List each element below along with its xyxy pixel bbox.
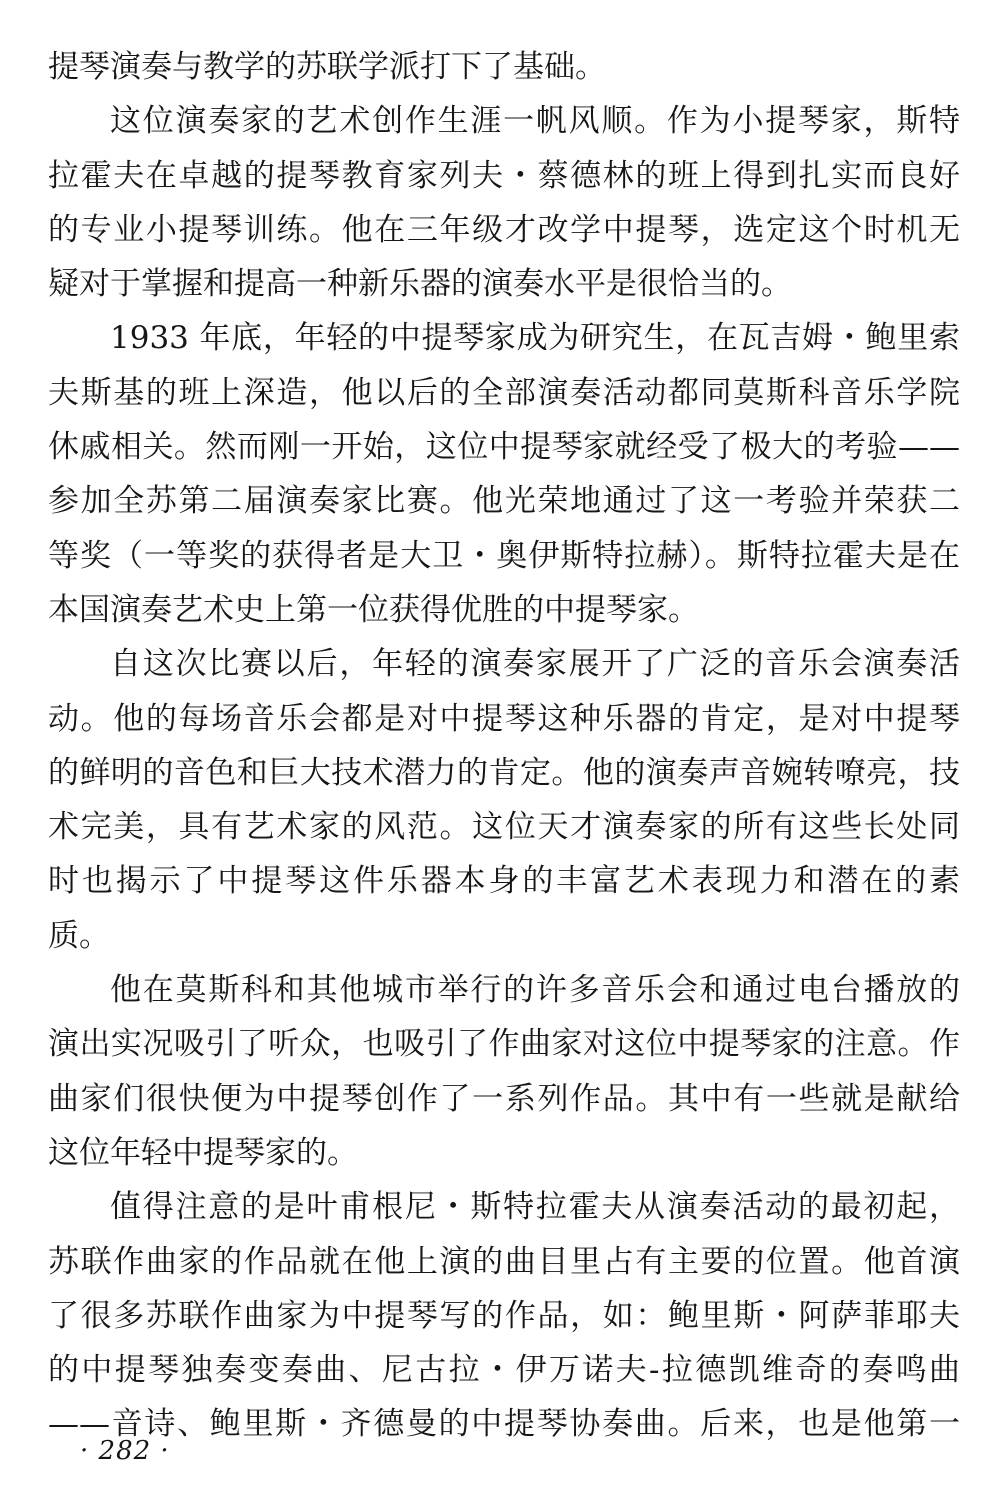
- text-line: 这位年轻中提琴家的。: [48, 1134, 358, 1171]
- text-line: 本国演奏艺术史上第一位获得优胜的中提琴家。: [48, 591, 699, 628]
- text-line: 等奖（一等奖的获得者是大卫・奥伊斯特拉赫）。斯特拉霍夫是在: [48, 537, 960, 574]
- text-line: 苏联作曲家的作品就在他上演的曲目里占有主要的位置。他首演: [48, 1243, 960, 1280]
- text-line: 拉霍夫在卓越的提琴教育家列夫・蔡德林的班上得到扎实而良好: [48, 157, 960, 194]
- text-line: 动。他的每场音乐会都是对中提琴这种乐器的肯定，是对中提琴: [48, 700, 960, 737]
- text-line: 疑对于掌握和提高一种新乐器的演奏水平是很恰当的。: [48, 266, 792, 303]
- page-number: · 282 ·: [80, 1436, 170, 1466]
- text-line: 了很多苏联作曲家为中提琴写的作品，如：鲍里斯・阿萨菲耶夫: [48, 1297, 960, 1334]
- text-line: 自这次比赛以后，年轻的演奏家展开了广泛的音乐会演奏活: [110, 646, 960, 683]
- text-line: 曲家们很快便为中提琴创作了一系列作品。其中有一些就是献给: [48, 1080, 960, 1117]
- text-line: 质。: [48, 917, 110, 954]
- text-line: 提琴演奏与教学的苏联学派打下了基础。: [48, 49, 606, 85]
- text-line: 的鲜明的音色和巨大技术潜力的肯定。他的演奏声音婉转嘹亮，技: [48, 754, 960, 791]
- text-line: 1933 年底，年轻的中提琴家成为研究生，在瓦吉姆・鲍里索: [110, 320, 960, 357]
- text-line: 的中提琴独奏变奏曲、尼古拉・伊万诺夫-拉德凯维奇的奏鸣曲: [48, 1352, 960, 1389]
- text-line: 术完美，具有艺术家的风范。这位天才演奏家的所有这些长处同: [48, 809, 960, 846]
- text-line: 的专业小提琴训练。他在三年级才改学中提琴，选定这个时机无: [48, 211, 960, 248]
- text-line: 演出实况吸引了听众，也吸引了作曲家对这位中提琴家的注意。作: [48, 1026, 960, 1063]
- text-line: 值得注意的是叶甫根尼・斯特拉霍夫从演奏活动的最初起，: [110, 1189, 960, 1226]
- text-line: 这位演奏家的艺术创作生涯一帆风顺。作为小提琴家，斯特: [110, 103, 960, 140]
- text-line: 休戚相关。然而刚一开始，这位中提琴家就经受了极大的考验——: [48, 429, 960, 466]
- text-line: 时也揭示了中提琴这件乐器本身的丰富艺术表现力和潜在的素: [48, 863, 960, 900]
- text-line: ——音诗、鲍里斯・齐德曼的中提琴协奏曲。后来，也是他第一: [48, 1406, 960, 1443]
- text-line: 夫斯基的班上深造，他以后的全部演奏活动都同莫斯科音乐学院: [48, 374, 960, 411]
- body-text: [48, 40, 960, 1452]
- text-line: 他在莫斯科和其他城市举行的许多音乐会和通过电台播放的: [110, 972, 960, 1009]
- text-line: 参加全苏第二届演奏家比赛。他光荣地通过了这一考验并荣获二: [48, 483, 960, 520]
